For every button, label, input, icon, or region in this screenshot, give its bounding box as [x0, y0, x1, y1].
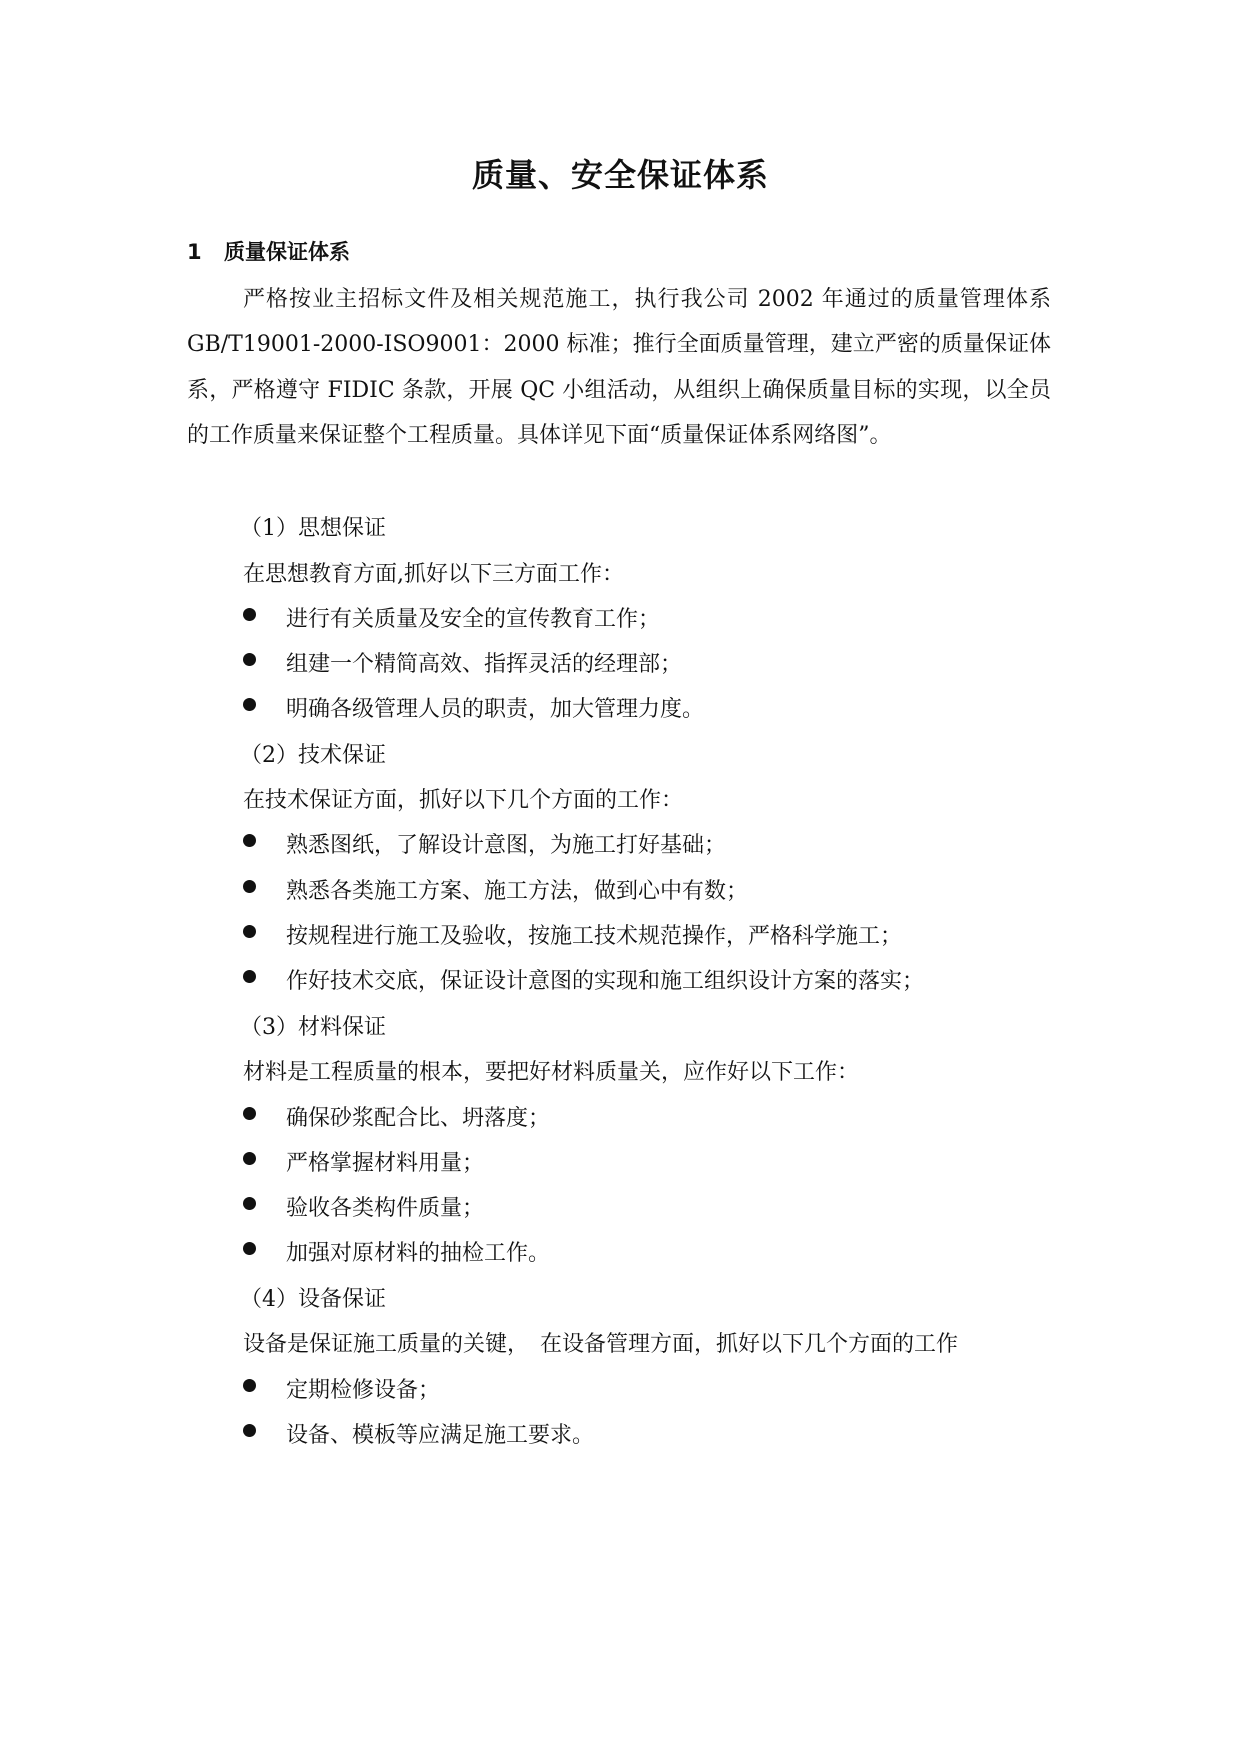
lead-thought: 在思想教育方面,抓好以下三方面工作： — [243, 562, 624, 587]
bullet-icon — [243, 1242, 256, 1255]
bullet-icon — [243, 1197, 256, 1210]
bullet-icon — [243, 970, 256, 983]
bullet-icon — [243, 1424, 256, 1437]
bullet-icon — [243, 880, 256, 893]
lead-equipment: 设备是保证施工质量的关键， 在设备管理方面，抓好以下几个方面的工作 — [243, 1332, 959, 1357]
lead-material: 材料是工程质量的根本，要把好材料质量关，应作好以下工作： — [243, 1060, 860, 1085]
bullet-icon — [243, 834, 256, 847]
bullet-icon — [243, 1107, 256, 1120]
section-title: 质量保证体系 — [224, 240, 350, 264]
subheading-material: （3）材料保证 — [240, 1015, 386, 1040]
section-heading — [187, 236, 350, 266]
subheading-thought: （1）思想保证 — [240, 516, 386, 541]
intro-paragraph: 严格按业主招标文件及相关规范施工，执行我公司 2002 年通过的质量管理体系 GB/T19001-2000-ISO9001：2000 标准；推行全面质量管理，建立严密的质量保证体系，严格遵守 FIDIC 条款，开展 QC 小组活动，从组织上确保质量目标的实现，以全员的工作质量来保证整个工程质量。具体详见下面“质量保证体系网络图”。 — [187, 287, 1051, 449]
subheading-technical: （2）技术保证 — [240, 743, 386, 768]
page-title: 质量、安全保证体系 — [471, 156, 769, 194]
document-page: 质量、安全保证体系 1 质量保证体系 严格按业主招标文件及相关规范施工，执行我公司 2002 年通过的质量管理体系 GB/T19001-2000-ISO9001：2000 标准；推行全面质量管理，建立严密的质量保证体系，严格遵守 FIDIC 条款，开展 QC 小组活动，从组织上确保质量目标的实现，以全员的工作质量来保证整个工程质量。具体详见下面“质量保证体系网络图”。 （1）思想保证 在思想教育方面,抓好以下三方面工作： 进行有关质量及安全的宣传教育工作； 组建一个精简高效、指挥灵活的经理部； 明确各级管理人员的职责，加大管理力度。 （2）技术保证 在技术保证方面，抓好以下几个方面的工作： 熟悉图纸，了解设计意图，为施工打好基础； 熟悉各类施工方案、施工方法，做到心中有数； 按规程进行施工及验收，按施工技术规范操作，严格科学施工； 作好技术交底，保证设计意图的实现和施工组织设计方案的落实； （3）材料保证 材料是工程质量的根本，要把好材料质量关，应作好以下工作： 确保砂浆配合比、坍落度； 严格掌握材料用量； 验收各类构件质量； 加强对原材料的抽检工作。 （4）设备保证 设备是保证施工质量的关键， 在设备管理方面，抓好以下几个方面的工作 定期检修设备； 设备、模板等应满足施工要求。 — [0, 0, 1241, 1754]
bullet-icon — [243, 1152, 256, 1165]
lead-technical: 在技术保证方面，抓好以下几个方面的工作： — [243, 788, 684, 813]
bullet-icon — [243, 653, 256, 666]
subheading-equipment: （4）设备保证 — [240, 1287, 386, 1312]
bullet-icon — [243, 608, 256, 621]
bullet-icon — [243, 698, 256, 711]
bullet-icon — [243, 925, 256, 938]
section-number: 1 — [187, 240, 202, 264]
bullet-icon — [243, 1379, 256, 1392]
